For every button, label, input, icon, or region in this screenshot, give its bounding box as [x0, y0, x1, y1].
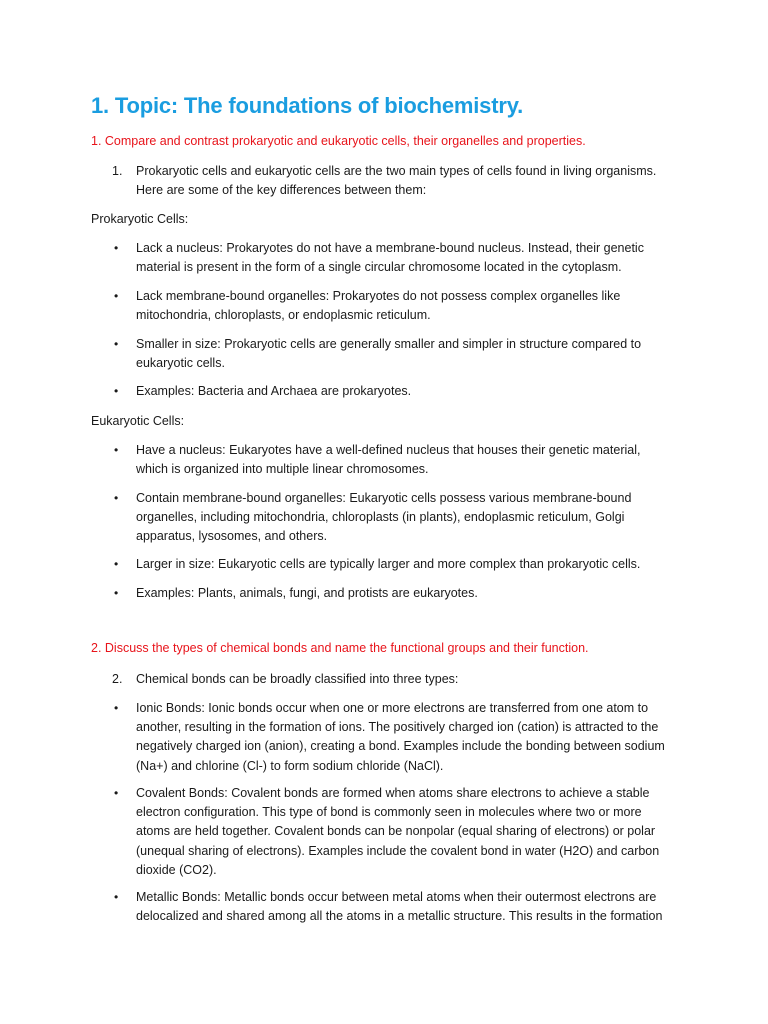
list-number: 1.: [112, 164, 123, 178]
bullet-icon: •: [114, 557, 119, 571]
list-item: [114, 382, 681, 401]
list-item: [114, 584, 681, 603]
question-2-heading: 2. Discuss the types of chemical bonds and name the functional groups and their function.: [91, 641, 589, 655]
text-line: Examples: Bacteria and Archaea are prokaryotes.: [136, 384, 412, 398]
text-line: eukaryotic cells.: [136, 356, 225, 371]
list-item: [114, 888, 681, 926]
list-item: [114, 441, 681, 479]
text-line: apparatus, lysosomes, and others.: [136, 529, 328, 544]
bullet-icon: •: [114, 890, 119, 904]
bullet-icon: •: [114, 491, 119, 505]
bullet-icon: •: [114, 289, 119, 303]
bullet-icon: •: [114, 384, 119, 398]
text-line: Examples: Plants, animals, fungi, and protists are eukaryotes.: [136, 586, 478, 600]
text-line: atoms are held together. Covalent bonds can be nonpolar (equal sharing of electrons) or polar: [136, 824, 656, 839]
bullet-icon: •: [114, 443, 119, 457]
answer-1-item: [112, 162, 681, 200]
list-item: [114, 699, 681, 776]
prokaryotic-label: Prokaryotic Cells:: [91, 212, 189, 226]
text-line: Contain membrane-bound organelles: Eukaryotic cells possess various membrane-bound: [136, 491, 632, 505]
text-line: Lack membrane-bound organelles: Prokaryotes do not possess complex organelles like: [136, 289, 621, 303]
text-line: Ionic Bonds: Ionic bonds occur when one or more electrons are transferred from one atom to: [136, 701, 649, 715]
text-line: Larger in size: Eukaryotic cells are typically larger and more complex than prokaryotic cells.: [136, 557, 641, 571]
text-line: electron configuration. This type of bond is commonly seen in molecules where two or more: [136, 805, 642, 820]
eukaryotic-label: Eukaryotic Cells:: [91, 414, 185, 428]
question-1-heading: 1. Compare and contrast prokaryotic and eukaryotic cells, their organelles and properties.: [91, 134, 586, 148]
text-line: negatively charged ion (anion), creating a bond. Examples include the bonding between sodium: [136, 739, 665, 754]
answer-2-item: [112, 670, 681, 689]
bullet-icon: •: [114, 337, 119, 351]
text-line: which is organized into multiple linear chromosomes.: [136, 462, 429, 477]
list-item: [114, 335, 681, 373]
bullet-icon: •: [114, 786, 119, 800]
list-item: [114, 239, 681, 277]
text-line: Prokaryotic cells and eukaryotic cells are the two main types of cells found in living organisms.: [136, 164, 657, 178]
text-line: Smaller in size: Prokaryotic cells are generally smaller and simpler in structure compared to: [136, 337, 642, 351]
text-line: Metallic Bonds: Metallic bonds occur between metal atoms when their outermost electrons are: [136, 890, 657, 904]
list-item: [114, 784, 681, 880]
bullet-icon: •: [114, 241, 119, 255]
text-line: Have a nucleus: Eukaryotes have a well-defined nucleus that houses their genetic material,: [136, 443, 641, 457]
bullet-icon: •: [114, 586, 119, 600]
text-line: dioxide (CO2).: [136, 862, 217, 877]
text-line: Here are some of the key differences between them:: [136, 183, 427, 198]
list-item: [114, 555, 681, 574]
text-line: (unequal sharing of electrons). Examples include the covalent bond in water (H2O) and carbon: [136, 843, 660, 858]
text-line: organelles, including mitochondria, chloroplasts (in plants), endoplasmic reticulum, Golgi: [136, 510, 625, 525]
text-line: (Na+) and chlorine (Cl-) to form sodium chloride (NaCl).: [136, 758, 444, 773]
text-line: mitochondria, chloroplasts, or endoplasmic reticulum.: [136, 308, 431, 323]
text-line: Covalent Bonds: Covalent bonds are formed when atoms share electrons to achieve a stable: [136, 786, 650, 800]
text-line: material is present in the form of a single circular chromosome located in the cytoplasm.: [136, 260, 622, 275]
list-item: [114, 489, 681, 547]
page-title: 1. Topic: The foundations of biochemistry.: [91, 93, 524, 118]
list-item: [114, 287, 681, 325]
text-line: Chemical bonds can be broadly classified into three types:: [136, 672, 459, 686]
text-line: delocalized and shared among all the atoms in a metallic structure. This results in the formation: [136, 909, 663, 924]
text-line: Lack a nucleus: Prokaryotes do not have a membrane-bound nucleus. Instead, their genetic: [136, 241, 644, 255]
text-line: another, resulting in the formation of ions. The positively charged ion (cation) is attracted to the: [136, 720, 659, 735]
bullet-icon: •: [114, 701, 119, 715]
list-number: 2.: [112, 672, 123, 686]
